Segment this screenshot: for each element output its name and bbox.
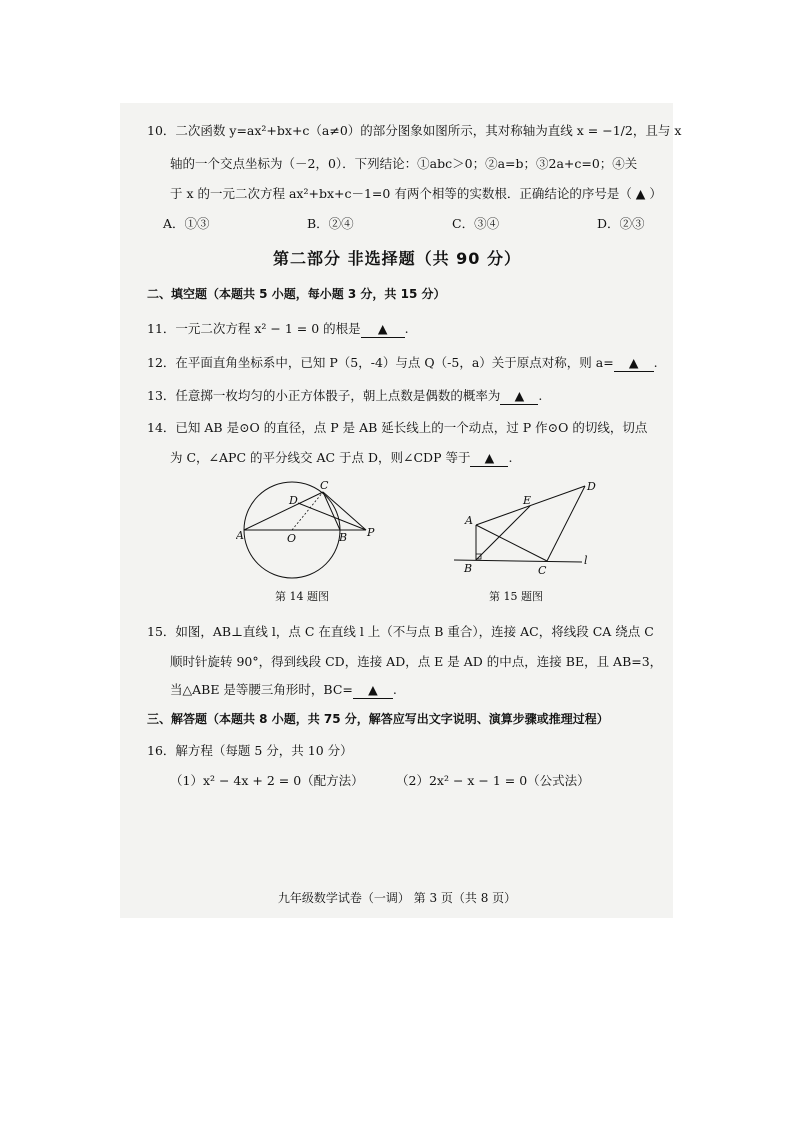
label-c: C <box>538 564 547 577</box>
segment-cb <box>323 492 340 530</box>
q13 <box>147 388 542 405</box>
q16-title: 16．解方程（每题 5 分，共 10 分） <box>147 743 353 758</box>
q10-option-a: A．①③ <box>163 216 210 231</box>
q14-line2 <box>170 450 512 467</box>
q12-answer-blank[interactable]: ▲ <box>614 355 654 372</box>
label-c: C <box>320 479 329 492</box>
segment-dp <box>298 503 366 530</box>
q10-option-c: C．③④ <box>452 216 500 231</box>
label-d: D <box>289 494 298 507</box>
q15-line3 <box>170 682 397 699</box>
q11-answer-blank[interactable]: ▲ <box>361 321 405 338</box>
label-d: D <box>587 480 596 493</box>
figure-15 <box>450 478 600 578</box>
section-fill-blank: 二、填空题（本题共 5 小题，每小题 3 分，共 15 分） <box>147 287 446 301</box>
q12 <box>147 355 658 372</box>
section-answer: 三、解答题（本题共 8 小题，共 75 分，解答应写出文字说明、演算步骤或推理过程） <box>147 712 609 726</box>
q11-text: 11．一元二次方程 x² − 1 = 0 的根是 <box>147 321 361 336</box>
label-a: A <box>465 514 473 527</box>
q15-answer-blank[interactable]: ▲ <box>353 682 393 699</box>
q12-text: 12．在平面直角坐标系中，已知 P（5，-4）与点 Q（-5，a）关于原点对称，则 a= <box>147 355 614 370</box>
figure-14 <box>236 478 386 588</box>
q14-line1: 14．已知 AB 是⊙O 的直径，点 P 是 AB 延长线上的一个动点，过 P 作⊙O 的切线，切点 <box>147 420 648 435</box>
q13-text: 13．任意掷一枚均匀的小正方体骰子，朝上点数是偶数的概率为 <box>147 388 501 403</box>
q14-end: . <box>508 450 513 465</box>
q12-end: . <box>653 355 658 370</box>
segment-cp <box>323 492 366 530</box>
label-b: B <box>339 531 348 544</box>
figure-15-caption: 第 15 题图 <box>489 590 543 603</box>
label-a: A <box>236 529 244 542</box>
q10-option-d: D．②③ <box>597 216 645 231</box>
q11-end: . <box>404 321 409 336</box>
q10-line3: 于 x 的一元二次方程 ax²+bx+c－1=0 有两个相等的实数根．正确结论的序号是（ ▲ ） <box>170 186 662 201</box>
right-angle-mark-b <box>476 554 481 559</box>
q14-answer-blank[interactable]: ▲ <box>470 450 508 467</box>
q10-line2: 轴的一个交点坐标为（－2，0）．下列结论：①abc＞0；②a=b；③2a+c=0；④关 <box>170 156 638 171</box>
q10-line1: 10．二次函数 y=ax²+bx+c（a≠0）的部分图象如图所示，其对称轴为直线 x = −1/2，且与 x <box>147 123 682 138</box>
figure-14-caption: 第 14 题图 <box>275 590 329 603</box>
label-l: l <box>584 554 588 567</box>
q16-part2: （2）2x² − x − 1 = 0（公式法） <box>396 773 590 788</box>
q15-line1: 15．如图，AB⊥直线 l，点 C 在直线 l 上（不与点 B 重合），连接 AC，将线段 CA 绕点 C <box>147 624 654 639</box>
q15-text: 当△ABE 是等腰三角形时，BC= <box>170 682 353 697</box>
q15-line2: 顺时针旋转 90°，得到线段 CD，连接 AD，点 E 是 AD 的中点，连接 BE，且 AB=3， <box>170 654 663 669</box>
segment-ac <box>476 525 547 561</box>
label-o: O <box>287 532 297 545</box>
q14-text: 为 C，∠APC 的平分线交 AC 于点 D，则∠CDP 等于 <box>170 450 471 465</box>
page-footer: 九年级数学试卷（一调） 第 3 页（共 8 页） <box>277 891 517 905</box>
label-e: E <box>523 494 532 507</box>
q11 <box>147 321 409 338</box>
q16-part1: （1）x² − 4x + 2 = 0（配方法） <box>170 773 364 788</box>
q13-end: . <box>538 388 543 403</box>
q10-option-b: B．②④ <box>307 216 354 231</box>
label-p: P <box>367 526 375 539</box>
segment-be <box>476 506 530 560</box>
part2-title: 第二部分 非选择题（共 90 分） <box>273 249 521 268</box>
label-b: B <box>464 562 473 575</box>
q13-answer-blank[interactable]: ▲ <box>500 388 538 405</box>
line-l <box>454 560 582 562</box>
q15-end: . <box>392 682 397 697</box>
